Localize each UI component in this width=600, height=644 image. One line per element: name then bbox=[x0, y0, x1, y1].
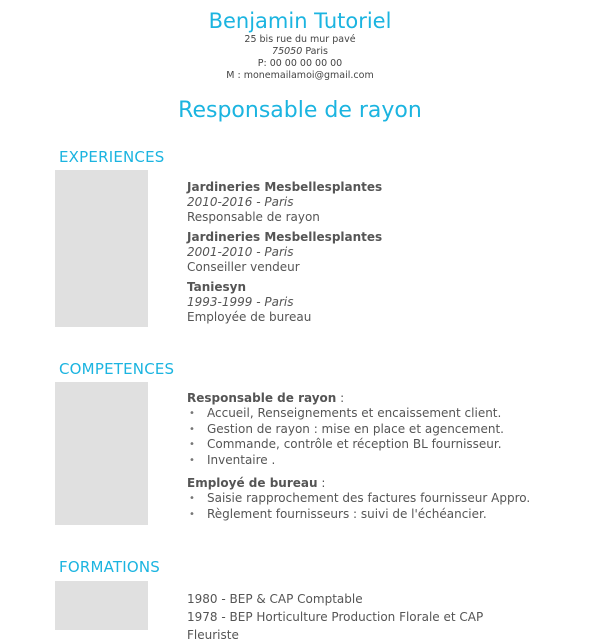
address-city: Paris bbox=[305, 46, 328, 57]
competence-bullet-text: Saisie rapprochement des factures fournisseur Appro. bbox=[207, 491, 531, 505]
competence-heading-suffix: : bbox=[317, 476, 326, 490]
competence-heading-text: Employé de bureau bbox=[187, 476, 318, 490]
experience-company: Jardineries Mesbellesplantes bbox=[187, 230, 383, 244]
candidate-name: Benjamin Tutoriel bbox=[208, 9, 392, 33]
competences-list bbox=[187, 390, 587, 529]
competence-heading bbox=[187, 390, 587, 406]
competence-bullet-text: Accueil, Renseignements et encaissement client. bbox=[207, 406, 502, 420]
email-address: M : monemailamoi@gmail.com bbox=[226, 70, 374, 81]
section-title-competences: COMPETENCES bbox=[59, 360, 175, 378]
job-title: Responsable de rayon bbox=[178, 98, 422, 123]
competence-bullet-text: Règlement fournisseurs : suivi de l'échéancier. bbox=[207, 506, 487, 521]
experiences-list bbox=[187, 180, 587, 330]
formations-list bbox=[187, 590, 587, 644]
bullet-icon: • bbox=[189, 408, 195, 419]
competence-bullet-text: Gestion de rayon : mise en place et agencement. bbox=[207, 421, 504, 436]
competence-bullet bbox=[187, 406, 587, 422]
bullet-icon: • bbox=[189, 439, 195, 450]
competence-heading-suffix: : bbox=[336, 391, 345, 405]
section-title-formations: FORMATIONS bbox=[59, 558, 161, 576]
competence-bullet bbox=[187, 507, 587, 523]
formation-item: 1980 - BEP & CAP Comptable bbox=[187, 592, 363, 606]
competence-heading-text: Responsable de rayon bbox=[187, 391, 337, 405]
competence-group bbox=[187, 390, 587, 468]
competence-bullet bbox=[187, 491, 587, 507]
cv-header bbox=[0, 8, 600, 82]
bullet-icon: • bbox=[189, 493, 195, 504]
experience-role: Conseiller vendeur bbox=[187, 260, 300, 274]
bullet-icon: • bbox=[189, 454, 195, 466]
experience-company: Jardineries Mesbellesplantes bbox=[187, 180, 383, 194]
experience-role: Employée de bureau bbox=[187, 310, 312, 324]
competences-image-placeholder bbox=[55, 382, 148, 525]
bullet-icon: • bbox=[189, 508, 195, 520]
experiences-image-placeholder bbox=[55, 170, 148, 327]
section-title-experiences: EXPERIENCES bbox=[59, 148, 165, 166]
competence-bullets bbox=[187, 406, 587, 468]
experience-company: Taniesyn bbox=[187, 280, 247, 294]
competence-group bbox=[187, 475, 587, 522]
address-street: 25 bis rue du mur pavé bbox=[244, 34, 356, 45]
experience-period: 2001-2010 - Paris bbox=[187, 245, 294, 259]
address-postcode: 75050 bbox=[272, 46, 303, 57]
experience-item bbox=[187, 280, 587, 325]
experience-period: 2010-2016 - Paris bbox=[187, 195, 294, 209]
competence-bullets bbox=[187, 491, 587, 522]
competence-bullet bbox=[187, 422, 587, 438]
competence-bullet-text: Commande, contrôle et réception BL fournisseur. bbox=[207, 437, 502, 451]
competence-bullet bbox=[187, 453, 587, 469]
competence-heading bbox=[187, 475, 587, 491]
competence-bullet bbox=[187, 437, 587, 453]
phone-number: P: 00 00 00 00 00 bbox=[257, 58, 343, 69]
experience-period: 1993-1999 - Paris bbox=[187, 295, 294, 309]
address-city-line bbox=[0, 46, 600, 58]
competence-bullet-text: Inventaire . bbox=[207, 452, 276, 467]
experience-role: Responsable de rayon bbox=[187, 210, 320, 224]
bullet-icon: • bbox=[189, 423, 195, 435]
experience-item bbox=[187, 180, 587, 225]
formation-item: 1978 - BEP Horticulture Production Florale et CAP Fleuriste bbox=[187, 610, 484, 642]
experience-item bbox=[187, 230, 587, 275]
formations-image-placeholder bbox=[55, 581, 148, 630]
